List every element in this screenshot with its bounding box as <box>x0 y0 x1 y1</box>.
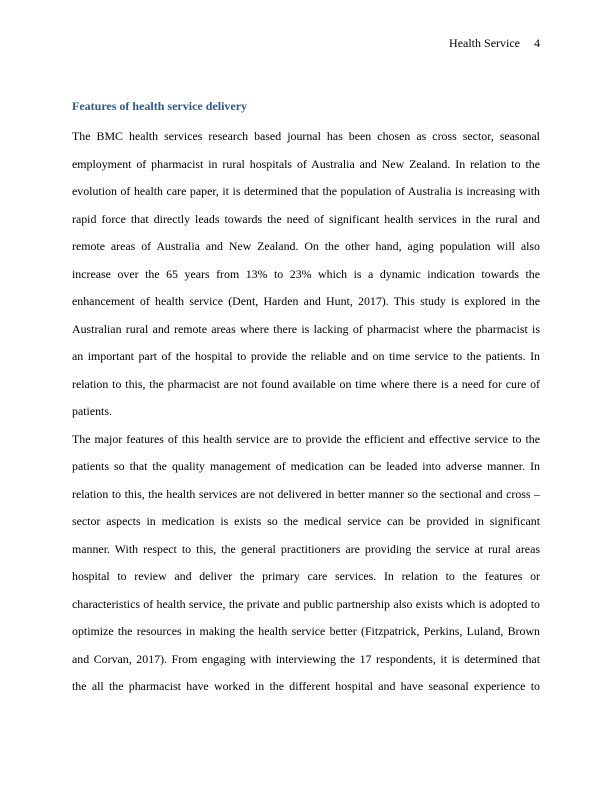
text-line: relation to this, the pharmacist are not found available on time where there is a need for cure of <box>72 376 540 391</box>
paragraph-1 <box>72 123 540 426</box>
text-line: patients so that the quality management of medication can be leaded into adverse manner. In <box>72 459 540 473</box>
text-line: evolution of health care paper, it is determined that the population of Australia is increasing with <box>72 184 540 198</box>
body-content <box>72 96 540 701</box>
text-line: remote areas of Australia and New Zealand. On the other hand, aging population will also <box>72 239 540 253</box>
text-line: an important part of the hospital to provide the reliable and on time service to the patients. In <box>72 349 540 363</box>
text-line: patients. <box>72 404 112 418</box>
paragraph-2 <box>72 426 540 701</box>
text-line: manner. With respect to this, the general practitioners are providing the service at rural areas <box>72 541 540 556</box>
text-line: The major features of this health service are to provide the efficient and effective service to the <box>72 431 540 446</box>
text-line: The BMC health services research based journal has been chosen as cross sector, seasonal <box>72 129 540 143</box>
text-line: optimize the resources in making the health service better (Fitzpatrick, Perkins, Luland, Brown <box>72 624 540 638</box>
running-header <box>449 36 540 50</box>
text-line: employment of pharmacist in rural hospitals of Australia and New Zealand. In relation to the <box>72 156 540 171</box>
section-heading: Features of health service delivery <box>72 99 248 113</box>
text-line: relation to this, the health services are not delivered in better manner so the sectional and cross – <box>72 486 540 501</box>
page-number: 4 <box>534 36 540 50</box>
running-title: Health Service <box>449 36 520 50</box>
text-line: sector aspects in medication is exists so the medical service can be provided in significant <box>72 514 540 528</box>
text-line: hospital to review and deliver the primary care services. In relation to the features or <box>72 569 540 583</box>
text-line: and Corvan, 2017). From engaging with interviewing the 17 respondents, it is determined that <box>72 651 540 666</box>
text-line: rapid force that directly leads towards the need of significant health services in the rural and <box>72 211 540 226</box>
text-line: the all the pharmacist have worked in the different hospital and have seasonal experience to <box>72 679 540 693</box>
text-line: Australian rural and remote areas where there is lacking of pharmacist where the pharmacist is <box>72 321 540 336</box>
text-line: enhancement of health service (Dent, Harden and Hunt, 2017). This study is explored in the <box>72 294 540 308</box>
text-line: characteristics of health service, the private and public partnership also exists which is adopted to <box>72 596 540 611</box>
text-line: increase over the 65 years from 13% to 23% which is a dynamic indication towards the <box>72 266 540 281</box>
